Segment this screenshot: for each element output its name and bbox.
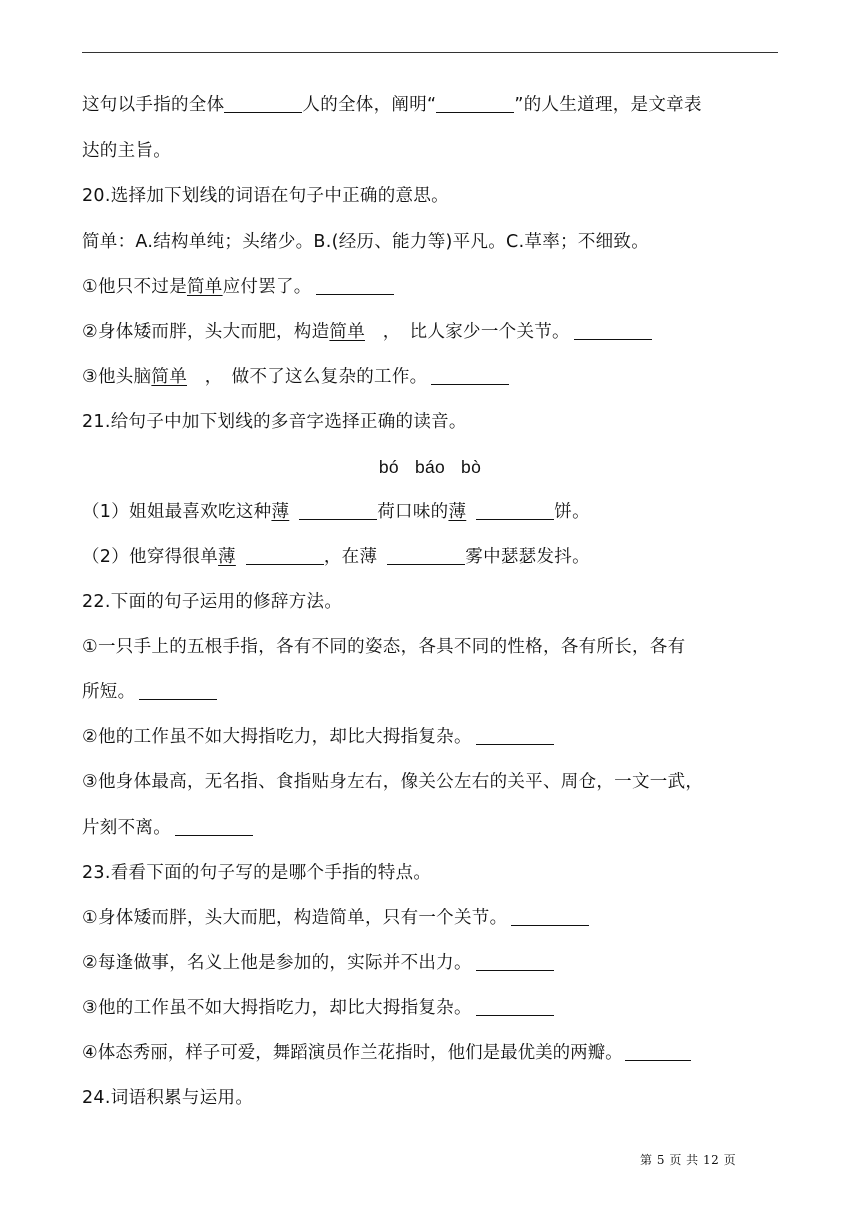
answer-blank[interactable] (476, 501, 554, 520)
question-item: （1）姐姐最喜欢吃这种薄 荷口味的薄 饼。 (82, 502, 590, 522)
question-24-title: 24.词语积累与运用。 (82, 1088, 254, 1108)
question-item: ④体态秀丽，样子可爱，舞蹈演员作兰花指时，他们是最优美的两瓣。 (82, 1041, 691, 1065)
answer-blank[interactable] (175, 817, 253, 836)
definition-line: 简单：A.结构单纯；头绪少。B.(经历、能力等)平凡。C.草率；不细致。 (82, 232, 650, 252)
question-item: ③他头脑简单 ， 做不了这么复杂的工作。 (82, 365, 509, 389)
question-21-title: 21.给句子中加下划线的多音字选择正确的读音。 (82, 412, 467, 432)
answer-blank[interactable] (246, 546, 324, 565)
question-item: ①身体矮而胖，头大而肥，构造简单，只有一个关节。 (82, 906, 589, 930)
question-item: ③他的工作虽不如大拇指吃力，却比大拇指复杂。 (82, 996, 554, 1020)
answer-blank[interactable] (436, 94, 514, 113)
answer-blank[interactable] (224, 94, 302, 113)
question-23-title: 23.看看下面的句子写的是哪个手指的特点。 (82, 863, 432, 883)
answer-blank[interactable] (574, 321, 652, 340)
answer-blank[interactable] (476, 997, 554, 1016)
header-rule (82, 52, 778, 53)
question-item: ①他只不过是简单应付罢了。 (82, 275, 394, 299)
question-item: ②他的工作虽不如大拇指吃力，却比大拇指复杂。 (82, 725, 554, 749)
question-item: ②每逢做事，名义上他是参加的，实际并不出力。 (82, 951, 554, 975)
answer-blank[interactable] (511, 907, 589, 926)
answer-blank[interactable] (431, 366, 509, 385)
question-item: ③他身体最高，无名指、食指贴身左右，像关公左右的关平、周仓，一文一武， (82, 772, 704, 792)
question-item: ②身体矮而胖，头大而肥，构造简单 ， 比人家少一个关节。 (82, 320, 652, 344)
pinyin-options: bó báo bò (378, 457, 482, 477)
answer-blank[interactable] (316, 276, 394, 295)
question-22-title: 22.下面的句子运用的修辞方法。 (82, 592, 343, 612)
question-item: （2）他穿得很单薄 ，在薄 雾中瑟瑟发抖。 (82, 547, 590, 567)
text-line: 达的主旨。 (82, 141, 171, 161)
answer-blank[interactable] (299, 501, 377, 520)
answer-blank[interactable] (139, 681, 217, 700)
answer-blank[interactable] (387, 546, 465, 565)
text-line: 这句以手指的全体 人的全体，阐明“ ”的人生道理，是文章表 (82, 95, 702, 115)
answer-blank[interactable] (476, 952, 554, 971)
question-item: 片刻不离。 (82, 816, 253, 840)
question-item: 所短。 (82, 680, 217, 704)
answer-blank[interactable] (476, 726, 554, 745)
answer-blank[interactable] (625, 1042, 691, 1061)
question-20-title: 20.选择加下划线的词语在句子中正确的意思。 (82, 186, 449, 206)
question-item: ①一只手上的五根手指，各有不同的姿态，各具不同的性格，各有所长，各有 (82, 637, 686, 657)
